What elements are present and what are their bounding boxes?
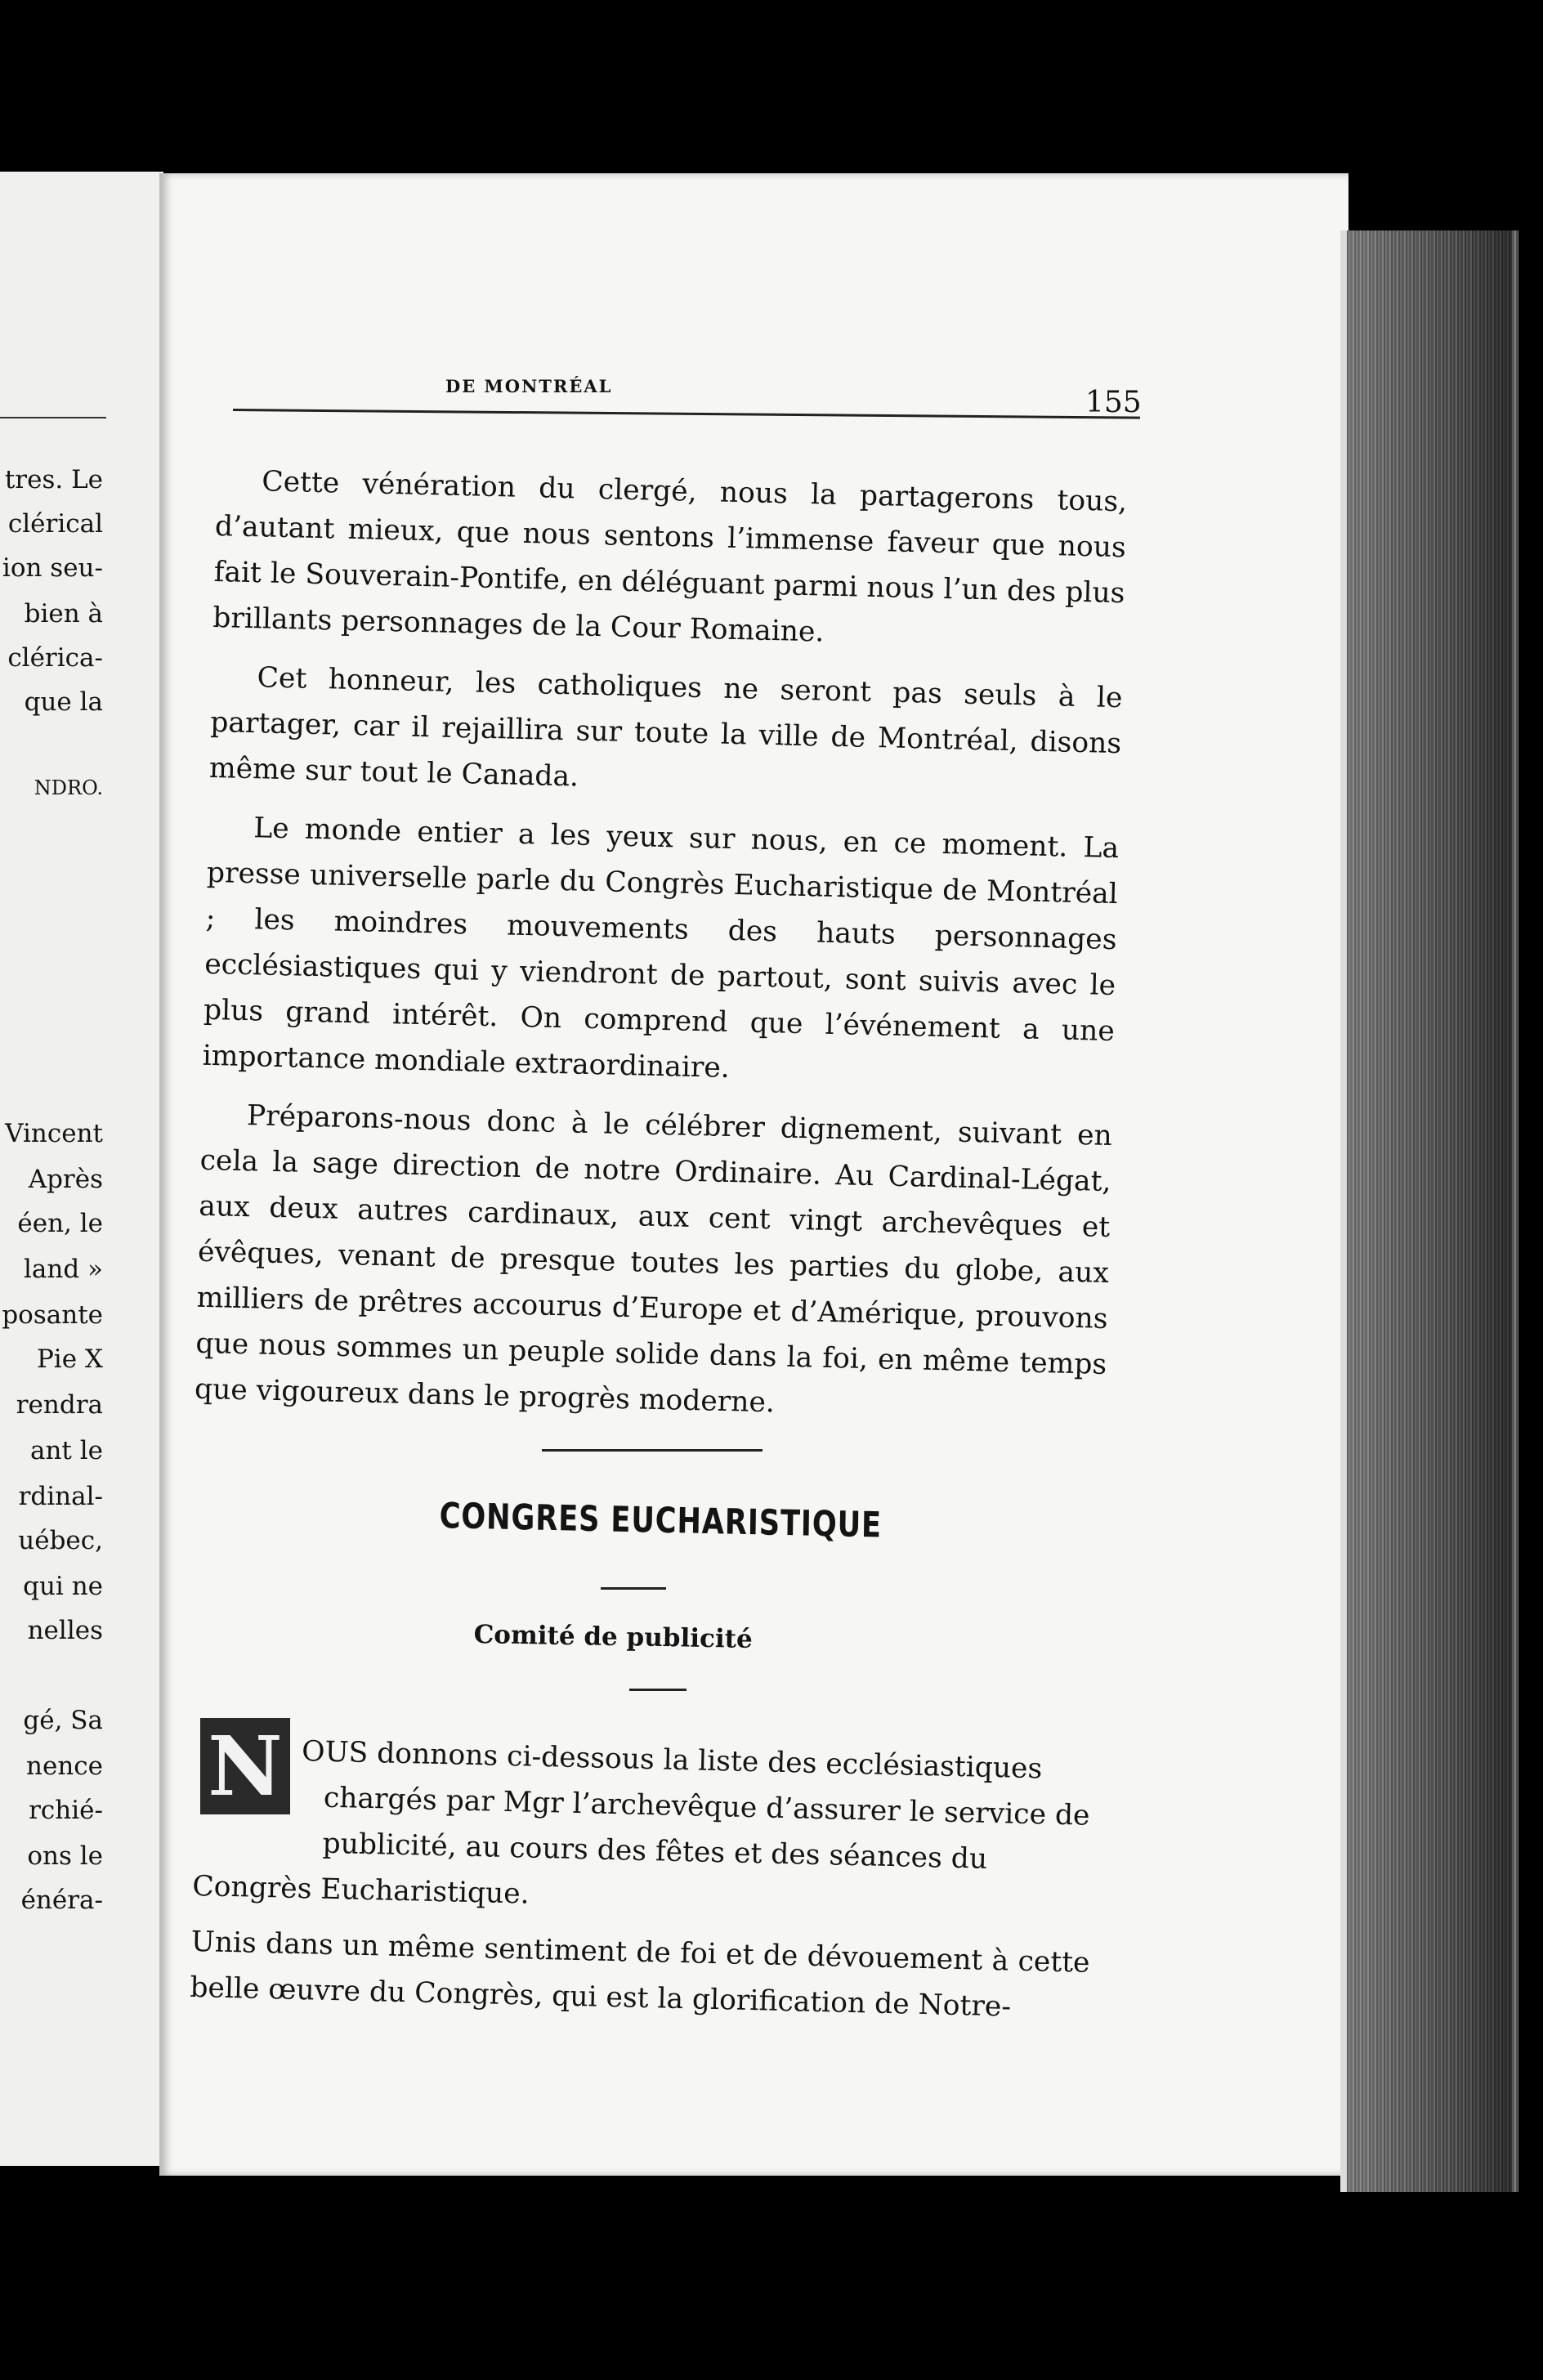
facing-fragment: land »	[23, 1255, 103, 1284]
facing-fragment: tres. Le	[4, 465, 103, 494]
paragraph-line: chargés par Mgr l’archevêque d’assurer le service de	[323, 1781, 1090, 1832]
subtitle-divider	[629, 1689, 687, 1691]
facing-fragment: Après	[28, 1165, 103, 1194]
paragraph: Unis dans un même sentiment de foi et de dévouement à cette belle œuvre du Congrès, qui est la glorification de Notre-	[189, 1925, 1090, 2024]
facing-fragment: bien à	[24, 599, 103, 629]
facing-fragment: posante	[2, 1300, 103, 1330]
facing-fragment: nelles	[27, 1616, 103, 1645]
facing-fragment: rendra	[16, 1390, 103, 1420]
facing-fragment: que la	[24, 687, 103, 717]
facing-fragment: clérica-	[7, 643, 103, 673]
page-number: 155	[1085, 386, 1142, 419]
title-divider	[601, 1587, 666, 1590]
section-title: CONGRES EUCHARISTIQUE	[439, 1496, 883, 1546]
paragraph: Le monde entier a les yeux sur nous, en ce moment. La presse universelle parle du Congrès Eucharistique de Montréal ; les moindres mouvements des hauts personnages ecclésiastiques qui y viendront de partout, sont suivis avec le plus grand intérêt. On comprend que l’événement a une importance mondiale extraordinaire.	[202, 812, 1120, 1085]
facing-fragment: ion seu-	[2, 553, 103, 583]
facing-fragment: uébec,	[18, 1526, 103, 1555]
paragraph-line: Congrès Eucharistique.	[191, 1869, 530, 1911]
facing-fragment: ant le	[29, 1436, 103, 1465]
facing-fragment: clérical	[7, 509, 103, 539]
section-subtitle: Comité de publicité	[473, 1620, 754, 1654]
drop-cap: N	[200, 1718, 290, 1814]
facing-fragment: NDRO.	[34, 776, 103, 799]
paragraph: Préparons-nous donc à le célébrer dignement, suivant en cela la sage direction de notre Ordinaire. Au Cardinal-Légat, aux deux autres cardinaux, aux cent vingt archevêques et évêques, venant de presque toutes les parties du globe, aux milliers de prêtres accourus d’Europe et d’Amérique, prouvons que nous sommes un peuple solide dans la foi, en même temps que vigoureux dans le progrès moderne.	[194, 1099, 1113, 1420]
body-text	[194, 458, 1128, 1447]
paragraph: Cet honneur, les catholiques ne seront pas seuls à le partager, car il rejaillira sur toute la ville de Montréal, disons même sur tout le Canada.	[208, 661, 1123, 794]
section-divider	[542, 1449, 763, 1452]
paragraph-line: publicité, au cours des fêtes et des séances du	[322, 1827, 988, 1876]
section-paragraph	[190, 1726, 1095, 2032]
facing-fragment: Pie X	[36, 1344, 103, 1374]
running-head: DE MONTRÉAL	[445, 376, 613, 396]
facing-fragment: ons le	[27, 1841, 103, 1871]
facing-fragment: rdinal-	[18, 1482, 103, 1511]
paragraph: Cette vénération du clergé, nous la partagerons tous, d’autant mieux, que nous sentons l’immense faveur que nous fait le Souverain-Pontife, en déléguant parmi nous l’un des plus brillants personnages de la Cour Romaine.	[212, 465, 1128, 649]
facing-fragment: Vincent	[5, 1119, 103, 1148]
facing-page	[0, 172, 163, 2166]
facing-page-rule	[0, 417, 106, 418]
facing-fragment: gé, Sa	[23, 1706, 103, 1735]
book-edge-shading	[1340, 230, 1512, 2192]
facing-fragment: énéra-	[20, 1886, 103, 1915]
facing-fragment: nence	[26, 1751, 103, 1781]
facing-fragment: qui ne	[23, 1572, 103, 1601]
facing-fragment: rchié-	[29, 1796, 103, 1825]
facing-fragment: éen, le	[17, 1209, 103, 1238]
paragraph-line: OUS donnons ci-dessous la liste des ecclésiastiques	[301, 1735, 1043, 1786]
